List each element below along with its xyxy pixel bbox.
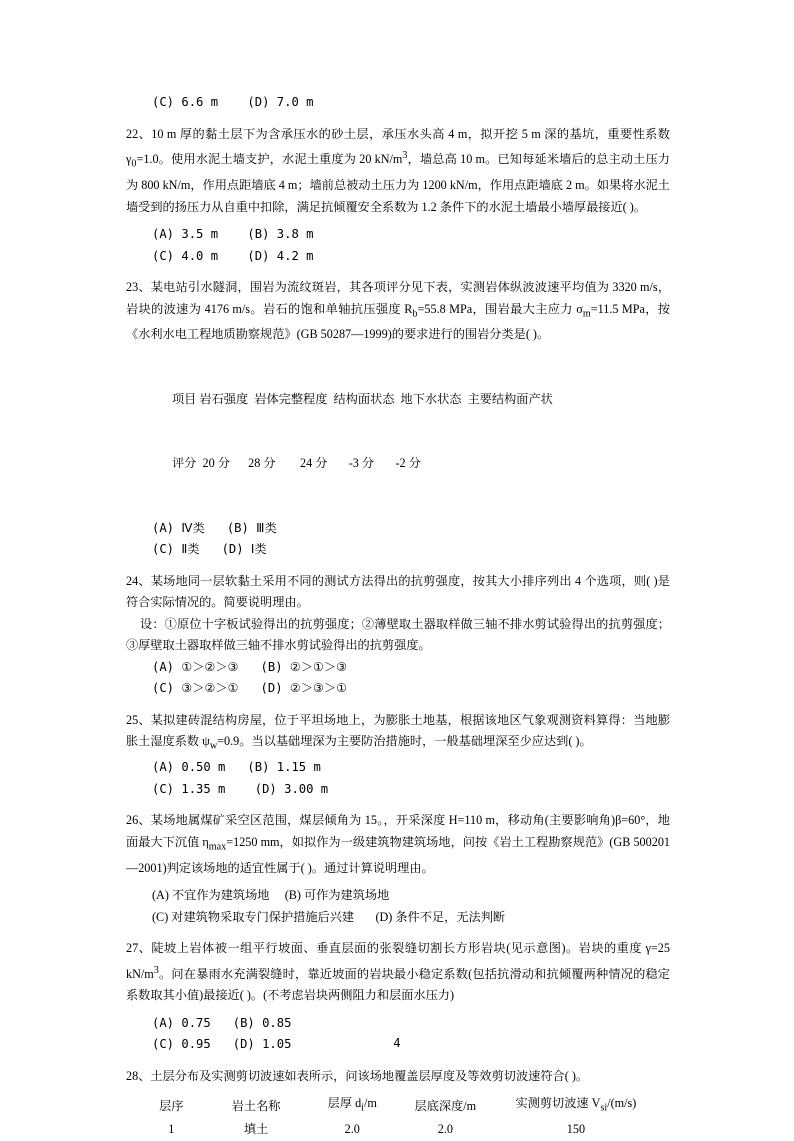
- question-26-text: [126, 810, 670, 879]
- th-soil-name: 岩土名称: [231, 1098, 281, 1113]
- question-23-options-row-1: [126, 518, 670, 540]
- q22-option-d-label: (D): [247, 248, 270, 263]
- question-28-text: [126, 1066, 670, 1088]
- question-25: [126, 710, 670, 800]
- q22-option-d-value: 4.2 m: [276, 248, 314, 263]
- q27-option-b-value: 0.85: [262, 1015, 292, 1030]
- q23-td-1: 28 分: [248, 456, 276, 471]
- q26-option-c-value: 对建筑物采取专门保护措施后兴建: [171, 909, 355, 924]
- question-22-body: 10 m 厚的黏土层下为含承压水的砂土层，承压水头高 4 m，拟开挖 5 m 深的基坑，重要性系数 $\gamma_0=1.0$。使用水泥土墙支护，水泥土重度为 20 $kN/m^3$，墙总高 10 m。已知每延米墙后的总主动土压力为 800 kN/m，作用点距墙底 4 m；墙前总被动土压力为 1200 kN/m，作用点距墙底 2 m。如果将水泥土墙受到的扬压力从自重中扣除，满足抗倾覆安全系数为 1.2 条件下的水泥土墙最小墙厚最接近( )。: [126, 126, 670, 214]
- td-shear-velocity: 150: [566, 1122, 586, 1137]
- q24-option-b-label: (B): [260, 659, 283, 674]
- question-27-text: [126, 938, 670, 1007]
- question-24-options-row-1: [126, 657, 670, 679]
- q23-option-a-value: Ⅳ类: [181, 520, 205, 535]
- q24-option-a-label: (A): [152, 659, 175, 674]
- q23-th-3: 结构面状态: [333, 391, 395, 406]
- question-23-table: [126, 346, 670, 518]
- question-28-table: [126, 1093, 670, 1140]
- q26-option-b-value: 可作为建筑场地: [304, 888, 390, 903]
- q22-option-b-value: 3.8 m: [276, 227, 314, 241]
- question-24-text: [126, 571, 670, 614]
- q24-option-b-value: ②＞①＞③: [289, 659, 348, 674]
- q27-option-a-value: 0.75: [181, 1015, 211, 1030]
- q23-th-0: 项目: [172, 391, 197, 406]
- q25-option-b-value: 1.15 m: [276, 760, 321, 775]
- q23-th-4: 地下水状态: [400, 391, 462, 406]
- q26-option-d-label: (D): [375, 909, 393, 924]
- q24-option-d-label: (D): [260, 681, 283, 696]
- question-27-number: 27、: [126, 941, 152, 956]
- q23-td-3: -3 分: [348, 456, 375, 471]
- q27-option-d-label: (D): [232, 1037, 255, 1052]
- th-layer-order: 层序: [159, 1098, 184, 1113]
- th-shear-velocity: 实测剪切波速 $V_{si}/(m/s)$: [515, 1096, 637, 1114]
- question-25-options-row-1: [126, 757, 670, 779]
- q25-option-a-label: (A): [152, 760, 175, 775]
- q22-option-b-label: (B): [247, 227, 270, 241]
- q27-option-a-label: (A): [152, 1015, 175, 1030]
- q27-option-c-label: (C): [152, 1037, 175, 1052]
- question-26-options-row-1: [126, 885, 670, 907]
- page-content: [126, 92, 670, 1141]
- question-22-options-row-1: [126, 224, 670, 246]
- question-24-options-row-2: [126, 678, 670, 700]
- q25-option-a-value: 0.50 m: [181, 760, 226, 775]
- th-bottom-depth: 层底深度/m: [414, 1098, 477, 1113]
- question-26-number: 26、: [126, 813, 151, 828]
- q24-option-a-value: ①＞②＞③: [181, 659, 239, 674]
- q22-option-c-value: 4.0 m: [181, 248, 219, 263]
- q23-option-a-label: (A): [152, 520, 175, 535]
- question-27-options-row-1: [126, 1013, 670, 1035]
- q22-option-c-label: (C): [152, 248, 175, 263]
- option-c-label: (C): [152, 95, 175, 109]
- q24-option-c-label: (C): [152, 681, 175, 696]
- question-28: [126, 1066, 670, 1141]
- question-28-body: 土层分布及实测剪切波速如表所示，问该场地覆盖层厚度及等效剪切波速符合( )。: [150, 1068, 589, 1083]
- question-22: [126, 124, 670, 268]
- question-23-options-row-2: [126, 539, 670, 561]
- q27-option-d-value: 1.05: [262, 1037, 292, 1052]
- question-22-number: 22、: [126, 126, 152, 141]
- option-d-label: (D): [247, 95, 270, 109]
- q27-option-c-value: 0.95: [181, 1037, 211, 1052]
- q24-option-c-value: ③＞②＞①: [181, 681, 239, 696]
- question-25-text: [126, 710, 670, 757]
- question-25-options-row-2: [126, 779, 670, 801]
- q23-table-header-row: [172, 389, 670, 411]
- q25-option-d-label: (D): [254, 781, 277, 796]
- td-bottom-depth: 2.0: [437, 1122, 453, 1137]
- question-22-options-row-2: [126, 246, 670, 268]
- q26-option-b-label: (B): [284, 888, 301, 903]
- q22-option-a-label: (A): [152, 227, 175, 241]
- question-24: [126, 571, 670, 700]
- question-23-body: 某电站引水隧洞，围岩为流纹斑岩，其各项评分见下表，实测岩体纵波波速平均值为 3320 m/s，岩块的波速为 4176 m/s。岩石的饱和单轴抗压强度 $R_b=55.8$ MPa，围岩最大主应力 $\sigma_m=11.5$ MPa，按《水利水电工程地质勘察规范》(GB 50287—1999)的要求进行的围岩分类是( )。: [126, 280, 671, 342]
- q23-option-b-value: Ⅲ类: [256, 520, 277, 535]
- option-d-value: 7.0 m: [276, 95, 314, 109]
- q24-option-d-value: ②＞③＞①: [289, 681, 348, 696]
- q23-option-c-value: Ⅱ类: [181, 542, 200, 557]
- soil-layer-table: [138, 1093, 658, 1140]
- q23-option-b-label: (B): [226, 520, 249, 535]
- q23-option-c-label: (C): [152, 542, 175, 557]
- question-28-number: 28、: [126, 1068, 151, 1083]
- q22-option-a-value: 3.5 m: [181, 227, 219, 241]
- q25-option-c-label: (C): [152, 781, 175, 796]
- question-25-number: 25、: [126, 712, 151, 727]
- q23-option-d-label: (D): [221, 542, 244, 557]
- q23-td-0: 20 分: [202, 456, 230, 471]
- td-layer-order: 1: [168, 1122, 175, 1137]
- q25-option-c-value: 1.35 m: [181, 781, 226, 796]
- td-soil-name: 填土: [243, 1122, 269, 1137]
- table-header-row: [138, 1093, 658, 1119]
- page-number: 4: [393, 1036, 401, 1050]
- td-thickness: 2.0: [344, 1122, 360, 1137]
- carryover-options-row: [126, 92, 670, 114]
- question-23: [126, 277, 670, 561]
- question-26: [126, 810, 670, 928]
- q23-th-5: 主要结构面产状: [467, 391, 553, 406]
- question-24-number: 24、: [126, 573, 151, 588]
- q23-th-1: 岩石强度: [199, 391, 249, 406]
- q23-row-label: 评分: [172, 456, 197, 471]
- q23-th-2: 岩体完整程度: [254, 391, 328, 406]
- q23-table-score-row: [172, 453, 670, 475]
- question-24-note: 设：①原位十字板试验得出的抗剪强度；②薄壁取土器取样做三轴不排水剪试验得出的抗剪强度；③厚壁取土器取样做三轴不排水剪试验得出的抗剪强度。: [126, 616, 670, 653]
- q26-option-a-value: 不宜作为建筑场地: [171, 888, 270, 903]
- option-c-value: 6.6 m: [181, 95, 219, 109]
- question-23-text: [126, 277, 670, 346]
- q23-option-d-value: Ⅰ类: [250, 542, 267, 557]
- q26-option-d-value: 条件不足，无法判断: [395, 909, 506, 924]
- question-26-options-row-2: [126, 907, 670, 929]
- q26-option-a-label: (A): [152, 888, 169, 903]
- th-thickness: 层厚 $d_i/m$: [327, 1096, 377, 1114]
- question-23-number: 23、: [126, 280, 151, 294]
- q27-option-b-label: (B): [232, 1015, 255, 1030]
- q23-td-4: -2 分: [395, 456, 421, 471]
- question-24-body: 某场地同一层软黏土采用不同的测试方法得出的抗剪强度，按其大小排序列出 4 个选项，则( )是符合实际情况的。简要说明理由。: [126, 573, 670, 610]
- question-26-body: 某场地属煤矿采空区范围，煤层倾角为 15。，开采深度 H=110 m，移动角(主要影响角)β=60°，地面最大下沉值 $\eta_{max}=1250$ mm，如拟作为一级建筑物建筑场地，问按《岩土工程勘察规范》(GB 500201—2001)判定该场地的适宜性属于( )。通过计算说明理由。: [126, 813, 671, 875]
- question-25-body: 某拟建砖混结构房屋，位于平坦场地上，为膨胀土地基，根据该地区气象观测资料算得：当地膨胀土湿度系数 $\psi_w=0.9$。当以基础埋深为主要防治措施时，一般基础埋深至少应达到( )。: [126, 712, 671, 752]
- q26-option-c-label: (C): [152, 909, 169, 924]
- q25-option-b-label: (B): [247, 760, 270, 775]
- q25-option-d-value: 3.00 m: [284, 781, 329, 796]
- q23-td-2: 24 分: [299, 456, 328, 471]
- question-22-text: [126, 124, 670, 219]
- question-27-body: 陡坡上岩体被一组平行坡面、垂直层面的张裂缝切割长方形岩块(见示意图)。岩块的重度 γ=25 $kN/m^3$。问在暴雨水充满裂缝时，靠近坡面的岩块最小稳定系数(包括抗滑动和抗倾覆两种情况的稳定系数取其小值)最接近( )。(不考虑岩块两侧阻力和层面水压力): [126, 941, 670, 1003]
